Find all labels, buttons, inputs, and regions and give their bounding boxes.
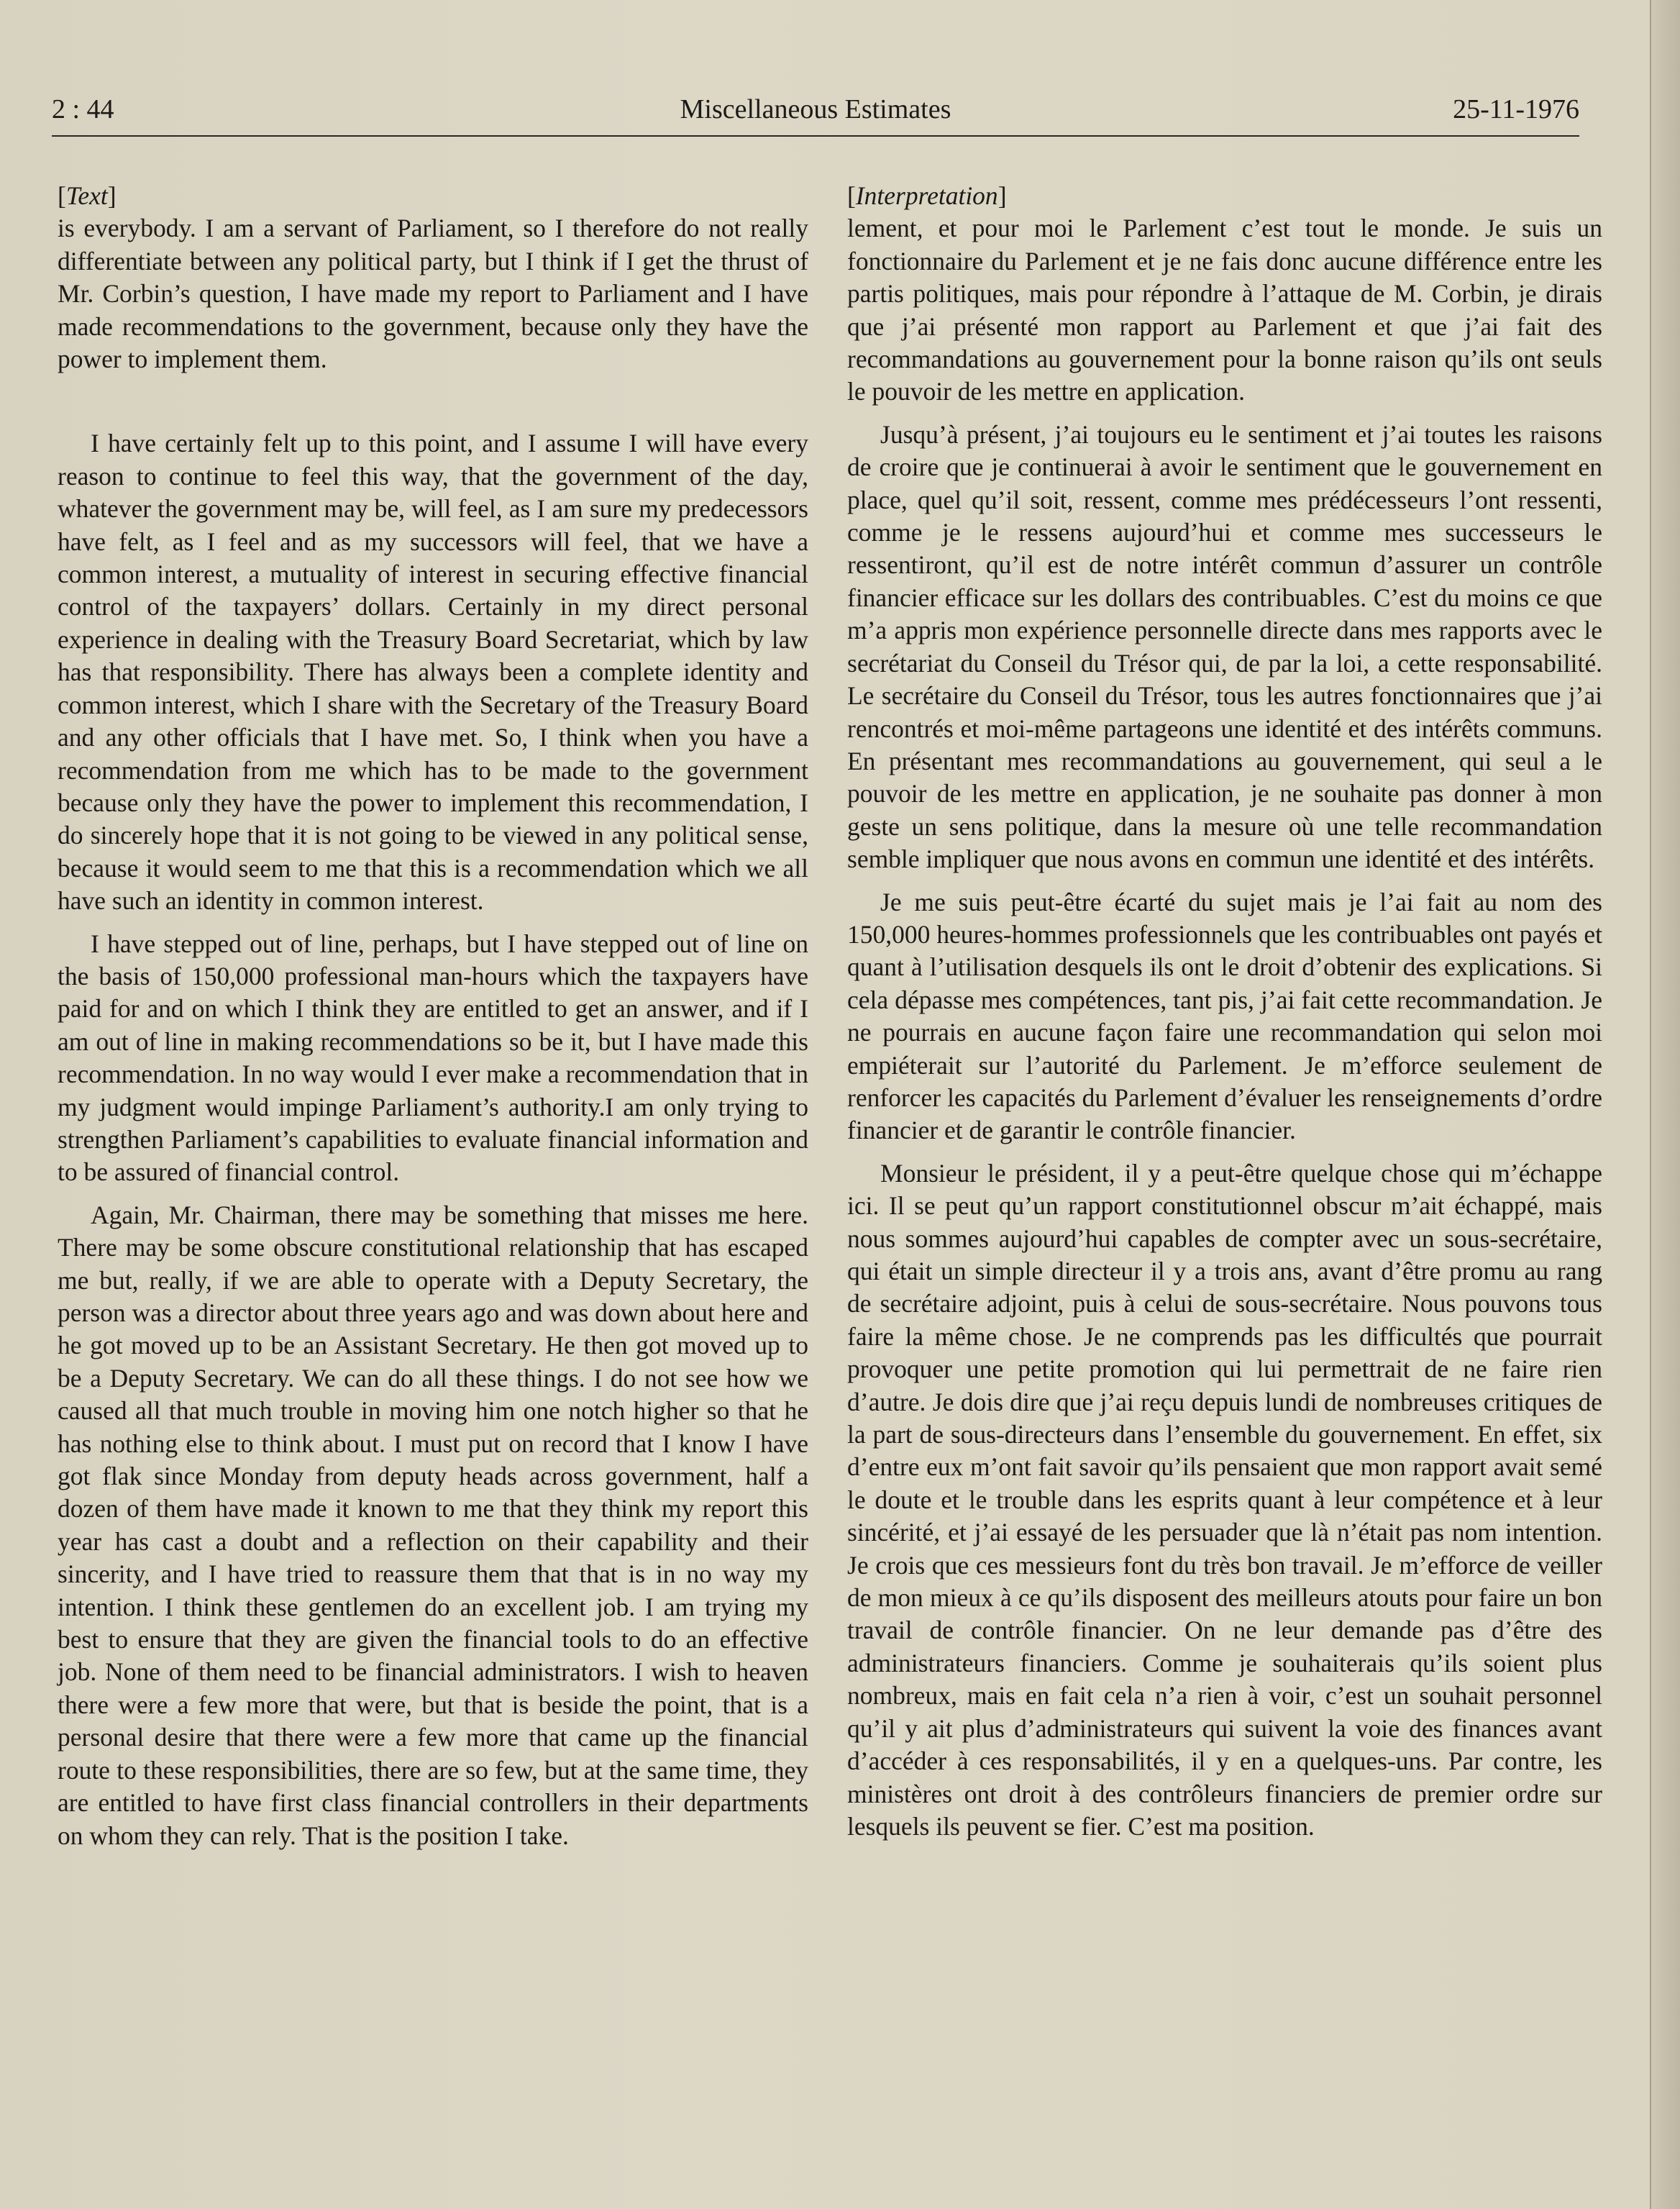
- paragraph: Jusqu’à présent, j’ai toujours eu le sentiment et j’ai toutes les raisons de croire que je continuerai à avoir le sentiment que le gouvernement en place, quel qu’il soit, ressent, comme mes prédécesseurs l’ont ressenti, comme je le ressens aujourd’hui et comme mes successeurs le ressentiront, qu’il est de notre intérêt commun d’assurer un contrôle financier efficace sur les dollars des contribuables. C’est du moins ce que m’a appris mon expérience personnelle directe dans mes rapports avec le secrétariat du Conseil du Trésor qui, de par la loi, a cette responsabilité. Le secrétaire du Conseil du Trésor, tous les autres fonctionnaires que j’ai rencontrés et moi-même partageons une identité et des intérêts communs. En présentant mes recommandations au gouvernement, qui seul a le pouvoir de les mettre en application, je ne souhaite pas donner à mon geste un sens politique, dans la mesure où une telle recommandation semble impliquer que nous avons en commun une identité et des intérêts.: [847, 419, 1602, 874]
- paragraph: I have certainly felt up to this point, and I assume I will have every reason to continue to feel this way, that the government of the day, whatever the government may be, will feel, as I am sure my predecessors have felt, as I feel and as my successors will feel, that we have a common interest, a mutuality of interest in securing effective financial control of the taxpayers’ dollars. Certainly in my direct personal experience in dealing with the Treasury Board Secretariat, which by law has that responsibility. There has always been a complete identity and common interest, which I share with the Secretary of the Treasury Board and any other officials that I have met. So, I think when you have a recommendation from me which has to be made to the government because only they have the power to implement this recommendation, I do sincerely hope that it is not going to be viewed in any political sense, because it would seem to me that this is a recommendation which we all have such an identity in common interest.: [58, 429, 808, 916]
- page-edge: [1650, 0, 1680, 2209]
- page-header: [52, 85, 1579, 137]
- section-label-interpretation: [Interpretation]: [847, 181, 1007, 210]
- paragraph: Again, Mr. Chairman, there may be something that misses me here. There may be some obscure constitutional relationship that has escaped me but, really, if we are able to operate with a Deputy Secretary, the person was a director about three years ago and was down about here and he got moved up to be an Assistant Secretary. He then got moved up to be a Deputy Secretary. We can do all these things. I do not see how we caused all that much trouble in moving him one notch higher so that he has nothing else to think about. I must put on record that I know I have got flak since Monday from deputy heads across government, half a dozen of them have made it known to me that they think my report this year has cast a doubt and a reflection on their capability and their sincerity, and I have tried to reassure them that that is in no way my intention. I think these gentlemen do an excellent job. I am trying my best to ensure that they are given the financial tools to do an effective job. None of them need to be financial administrators. I wish to heaven there were a few more that were, but that is beside the point, that is a personal desire that there were a few more that came up the financial route to these responsibilities, there are so few, but at the same time, they are entitled to have first class financial controllers in their departments on whom they can rely. That is the position I take.: [58, 1200, 808, 1850]
- paragraph: is everybody. I am a servant of Parliament, so I therefore do not really differentiate between any political party, but I think if I get the thrust of Mr. Corbin’s question, I have made my report to Parliament and I have made recommendations to the government, because only they have the power to implement them.: [58, 214, 808, 374]
- paragraph: I have stepped out of line, perhaps, but I have stepped out of line on the basis of 150,000 professional man-hours which the taxpayers have paid for and on which I think they are entitled to get an answer, and if I am out of line in making recommendations so be it, but I have made this recommendation. In no way would I ever make a recommendation that in my judgment would impinge Parliament’s authority.I am only trying to strengthen Parliament’s capabilities to evaluate financial information and to be assured of financial control.: [58, 929, 808, 1187]
- paragraph: Monsieur le président, il y a peut-être quelque chose qui m’échappe ici. Il se peut qu’un rapport constitutionnel obscur m’ait échappé, mais nous sommes aujourd’hui capables de compter avec un sous-secrétaire, qui était un simple directeur il y a trois ans, avant d’être promu au rang de secrétaire adjoint, puis à celui de sous-secrétaire. Nous pouvons tous faire la même chose. Je ne comprends pas les difficultés que pourrait provoquer une petite promotion qui lui permettrait de ne faire rien d’autre. Je dois dire que j’ai reçu depuis lundi de nombreuses critiques de la part de sous-directeurs dans l’ensemble du gouvernement. En effet, six d’entre eux m’ont fait savoir qu’ils pensaient que mon rapport avait semé le doute et le trouble dans les esprits quant à leur compétence et à leur sincérité, et j’ai essayé de les persuader que là n’était pas nom intention. Je crois que ces messieurs font du très bon travail. Je m’efforce de veiller de mon mieux à ce qu’ils disposent des meilleurs atouts pour faire un bon travail de contrôle financier. On ne leur demande pas d’être des administrateurs financiers. Comme je souhaiterais qu’ils soient plus nombreux, mais en fait cela n’a rien à voir, c’est un souhait personnel qu’il y ait plus d’administrateurs qui suivent la voie des finances avant d’accéder à ces responsabilités, il y en a quelques-uns. Par contre, les ministères ont droit à des contrôleurs financiers de premier ordre sur lesquels ils peuvent se fier. C’est ma position.: [847, 1158, 1602, 1841]
- page-number: 2 : 44: [52, 94, 114, 124]
- left-column-english: [58, 180, 808, 1852]
- paragraph: Je me suis peut-être écarté du sujet mais je l’ai fait au nom des 150,000 heures-hommes professionnels que les contribuables ont payés et quant à l’utilisation desquels ils ont le droit d’obtenir des explications. Si cela dépasse mes compétences, tant pis, j’ai fait cette recommandation. Je ne pourrais en aucune façon faire une recommandation qui selon moi empiéterait sur l’autorité du Parlement. Je m’efforce seulement de renforcer les capacités du Parlement d’évaluer les renseignements d’ordre financier et de garantir le contrôle financier.: [847, 887, 1602, 1145]
- paragraph: lement, et pour moi le Parlement c’est tout le monde. Je suis un fonctionnaire du Parlement et je ne fais donc aucune différence entre les partis politiques, mais pour répondre à l’attaque de M. Corbin, je dirais que j’ai présenté mon rapport au Parlement et que j’ai fait des recommandations au gouvernement pour la bonne raison qu’ils ont seuls le pouvoir de les mettre en application.: [847, 214, 1602, 406]
- right-column-french: [847, 180, 1602, 1843]
- header-date: 25-11-1976: [1453, 94, 1579, 124]
- running-title: Miscellaneous Estimates: [680, 94, 951, 124]
- section-label-text: [Text]: [58, 181, 117, 210]
